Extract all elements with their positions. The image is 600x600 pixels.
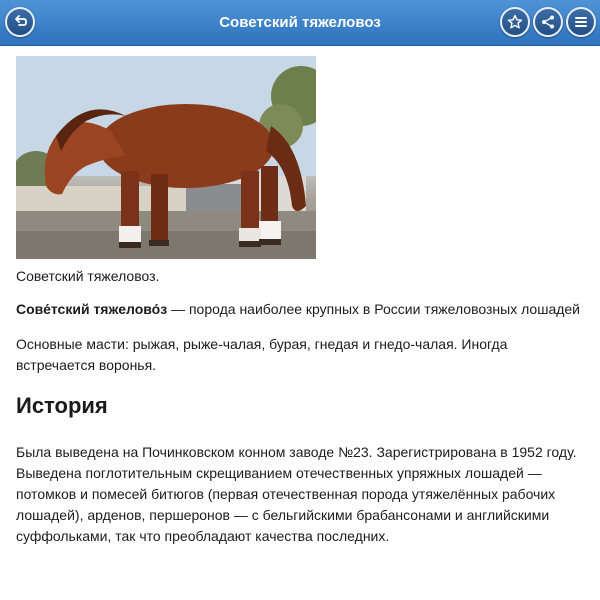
article-content xyxy=(16,56,584,547)
share-button[interactable] xyxy=(533,7,563,37)
intro-paragraph xyxy=(16,299,584,320)
horse-illustration xyxy=(16,56,316,259)
history-heading: История xyxy=(16,393,108,418)
page-title: Советский тяжеловоз xyxy=(219,14,381,31)
favorite-button[interactable] xyxy=(500,7,530,37)
history-paragraph: Была выведена на Починковском конном заводе №23. Зарегистрирована в 1952 году. Выведена поглотительным скрещиванием отечественных упряжных лошадей — потомков и помесей битюгов (первая отечественная порода утяжелённых рабочих лошадей), арденов, першеронов — с бельгийскими брабансонами и английскими суффольками, так что преобладают качества последних. xyxy=(16,444,577,544)
app-header xyxy=(0,0,600,46)
share-icon xyxy=(540,14,556,30)
star-icon xyxy=(507,14,523,30)
image-caption: Советский тяжеловоз. xyxy=(16,268,160,284)
menu-icon xyxy=(573,14,589,30)
colors-paragraph: Основные масти: рыжая, рыже-чалая, бурая, гнедая и гнедо-чалая. Иногда встречается воронья. xyxy=(16,336,508,373)
horse-photo xyxy=(16,56,316,259)
intro-rest: — порода наиболее крупных в России тяжеловозных лошадей xyxy=(167,301,581,317)
intro-term: Сове́тский тяжелово́з xyxy=(16,301,168,317)
menu-button[interactable] xyxy=(566,7,596,37)
